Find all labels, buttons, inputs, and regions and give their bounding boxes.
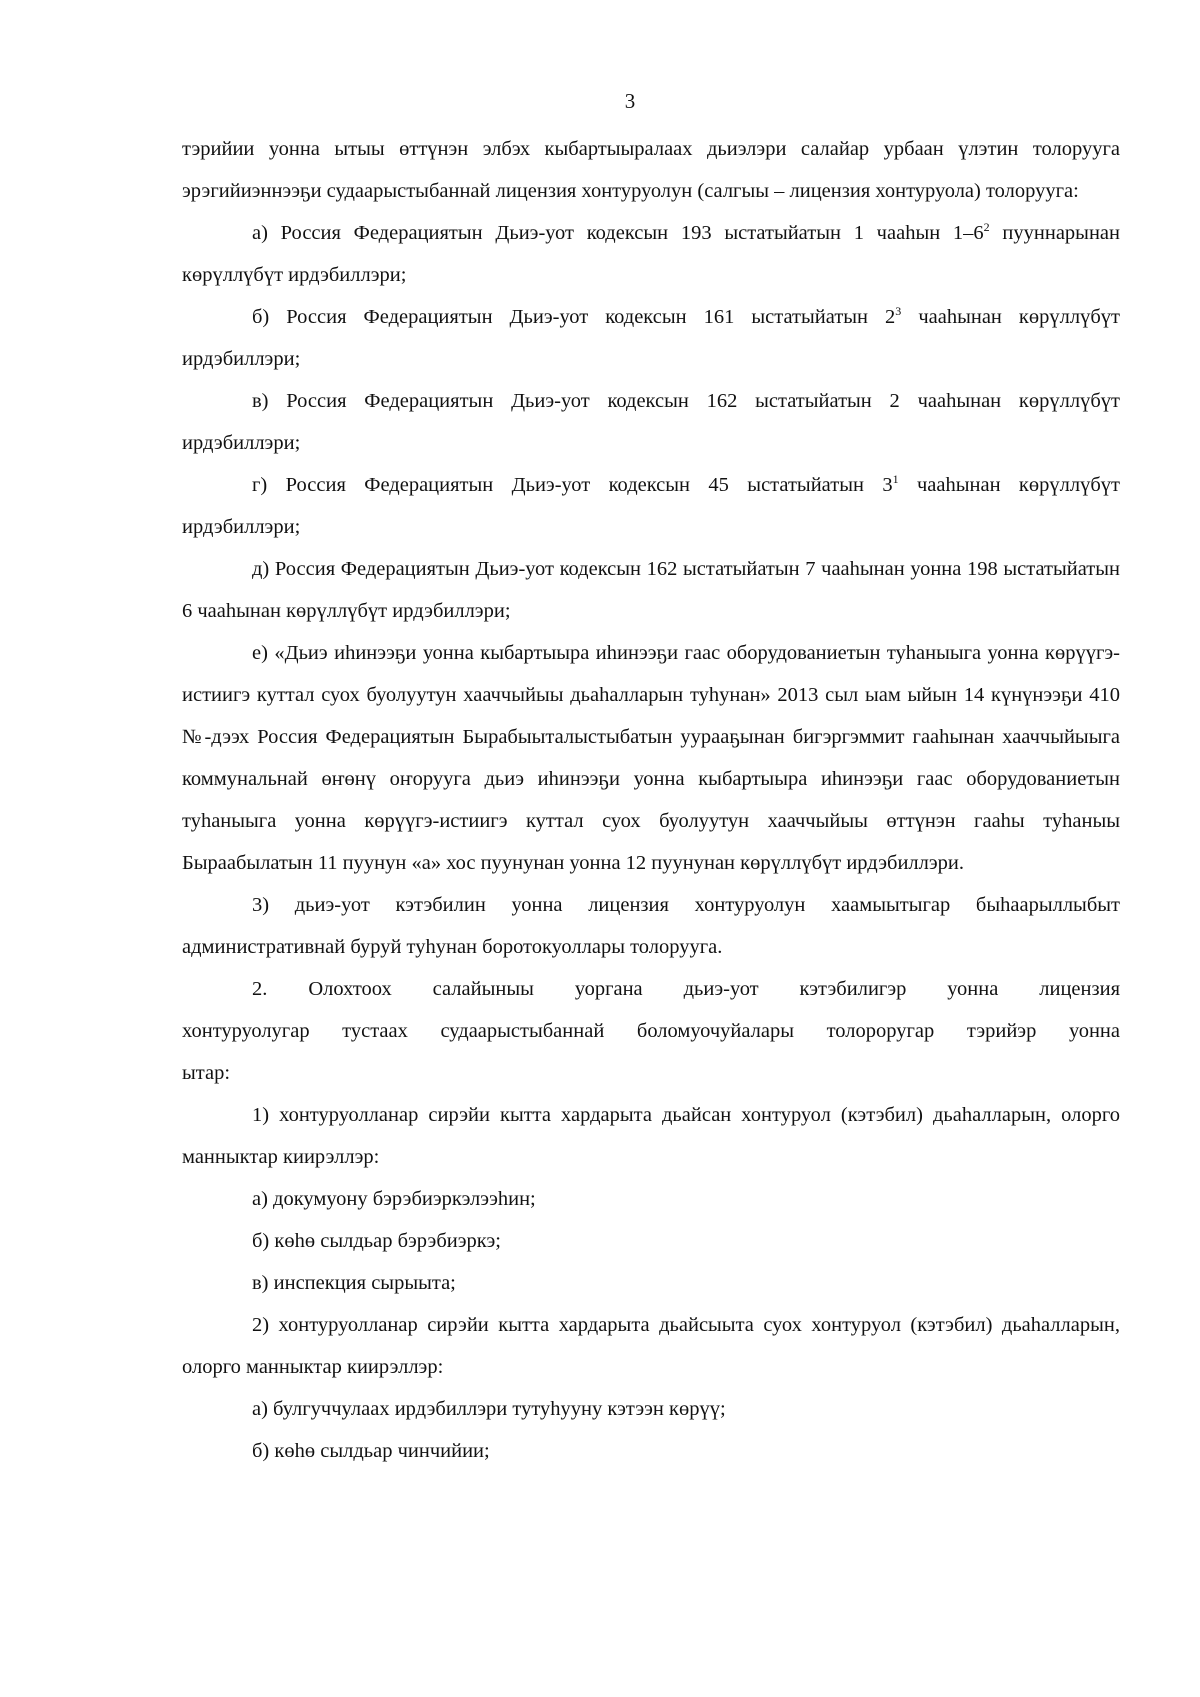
item-d: д) Россия Федерациятын Дьиэ-уот кодексын 162 ыстатыйатын 7 чааһынан уонна 198 ыстатыйатын 6 чааһынан көрүллүбүт ирдэбиллэри; (182, 558, 1120, 622)
sub-item-2b: б) көһө сылдьар чинчийии; (252, 1440, 490, 1462)
item-g-text-end: чааһынан көрүллүбүт ирдэбиллэри; (182, 474, 1120, 538)
page-number: 3 (624, 89, 636, 113)
document-body (182, 128, 1120, 1472)
item-b (182, 296, 1120, 380)
sub-item-2: 2) хонтуруолланар сирэйи кытта хардарыта дьайсыыта суох хонтуруол (кэтэбил) дьаһалларын, олорго манныктар киирэллэр: (182, 1314, 1120, 1378)
item-a-text-end: пууннарынан көрүллүбүт ирдэбиллэри; (182, 222, 1120, 286)
sub-item-1b: б) көһө сылдьар бэрэбиэркэ; (252, 1230, 501, 1252)
section-2 (182, 968, 1120, 1094)
sub-item-1v: в) инспекция сырыыта; (252, 1272, 456, 1294)
item-b-text: б) Россия Федерациятын Дьиэ-уот кодексын 161 ыстатыйатын 2 (252, 306, 896, 328)
paragraph-intro: тэрийии уонна ытыы өттүнэн элбэх кыбартыыралаах дьиэлэри салайар урбаан үлэтин толорууга эрэгийиэннээҕи судаарыстыбаннай лицензия хонтуруолун (салгыы – лицензия хонтуруола) толорууга: (182, 138, 1120, 202)
item-e: е) «Дьиэ иһинээҕи уонна кыбартыыра иһинээҕи гаас оборудованиетын туһаныыга уонна көрүүгэ-истиигэ куттал суох буолуутун хааччыйыы дьаһалларын туһунан» 2013 сыл ыам ыйын 14 күнүнээҕи 410 №-дээх Россия Федерациятын Бырабыыталыстыбатын уурааҕынан бигэргэммит гааһынан хааччыйыыга коммунальнай өҥөнү оҥорууга дьиэ иһинээҕи уонна кыбартыыра иһинээҕи гаас оборудованиетын туһаныыга уонна көрүүгэ-истиигэ куттал суох буолуутун хааччыйыы өттүнэн гааһы туһаныы Быраабылатын 11 пуунун «а» хос пуунунан уонна 12 пуунунан көрүллүбүт ирдэбиллэри. (182, 642, 1120, 874)
section-2-text: Олохтоох салайыныы уоргана дьиэ-уот кэтэбилигэр уонна лицензия хонтуруолугар тустаах судаарыстыбаннай боломуочуйалары толороругар тэрийэр уонна ытар: (182, 978, 1120, 1084)
section-2-number: 2. (252, 978, 268, 1000)
item-b-superscript: 3 (895, 304, 902, 319)
sub-item-1: 1) хонтуруолланар сирэйи кытта хардарыта дьайсан хонтуруол (кэтэбил) дьаһалларын, олорго манныктар киирэллэр: (182, 1104, 1120, 1168)
sub-item-1a: а) докумуону бэрэбиэркэлээһин; (252, 1188, 536, 1210)
paragraph-point-3: 3) дьиэ-уот кэтэбилин уонна лицензия хонтуруолун хаамыытыгар быһаарыллыбыт административнай буруй туһунан боротокуоллары толорууга. (182, 894, 1120, 958)
item-a-text: а) Россия Федерациятын Дьиэ-уот кодексын 193 ыстатыйатын 1 чааһын 1–6 (252, 222, 984, 244)
sub-item-2a: а) булгуччулаах ирдэбиллэри тутуһууну кэтээн көрүү; (252, 1398, 726, 1420)
item-g-text: г) Россия Федерациятын Дьиэ-уот кодексын 45 ыстатыйатын 3 (252, 474, 893, 496)
item-g-superscript: 1 (892, 472, 899, 487)
item-v: в) Россия Федерациятын Дьиэ-уот кодексын 162 ыстатыйатын 2 чааһынан көрүллүбүт ирдэбиллэри; (182, 390, 1120, 454)
item-a (182, 212, 1120, 296)
item-b-text-end: чааһынан көрүллүбүт ирдэбиллэри; (182, 306, 1120, 370)
item-a-superscript: 2 (983, 220, 990, 235)
item-g (182, 464, 1120, 548)
